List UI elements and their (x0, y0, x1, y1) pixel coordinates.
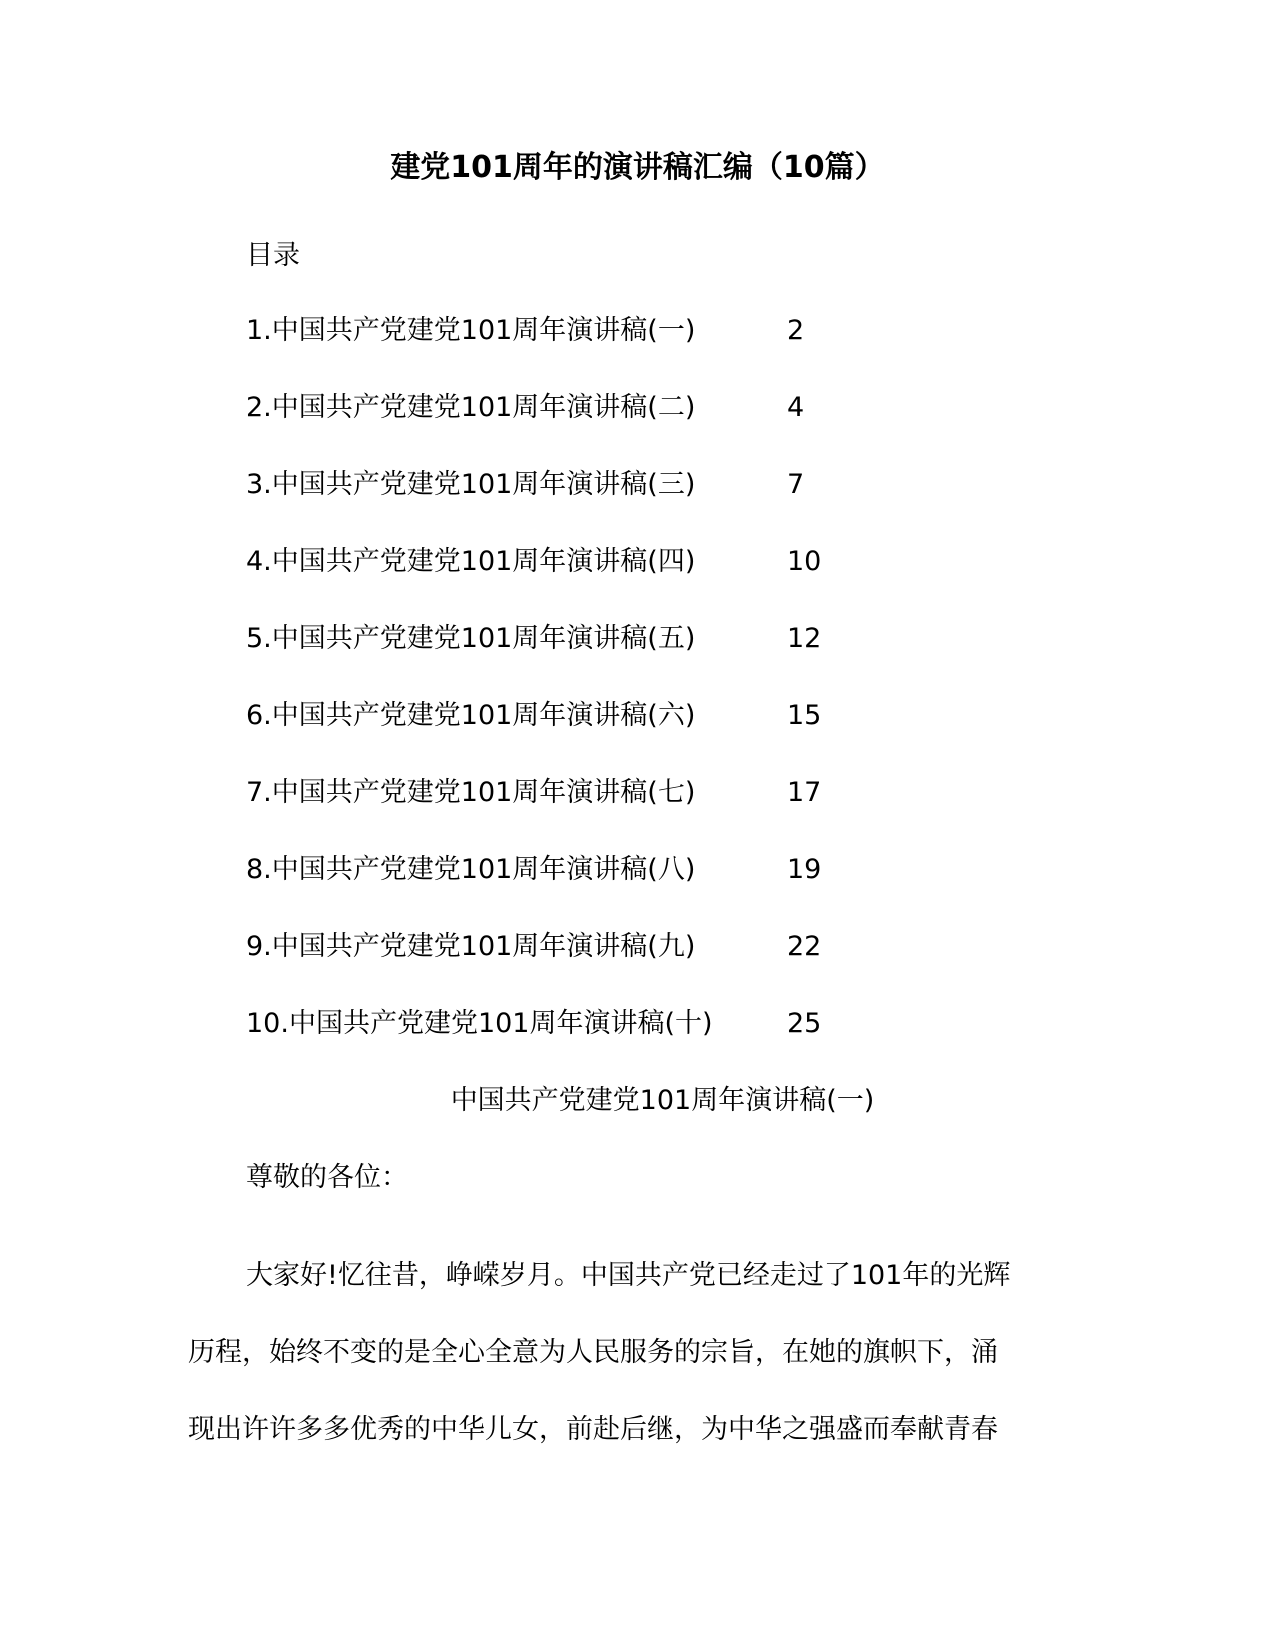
toc-entry-label: 7.中国共产党建党101周年演讲稿(七) (246, 777, 696, 808)
body-line: 现出许许多多优秀的中华儿女，前赴后继，为中华之强盛而奉献青春 (188, 1414, 998, 1445)
toc-entry-label: 6.中国共产党建党101周年演讲稿(六) (246, 700, 696, 731)
section-title: 中国共产党建党101周年演讲稿(一) (450, 1085, 875, 1116)
toc-entry[interactable] (246, 313, 886, 390)
toc-entry-page: 19 (787, 854, 822, 885)
toc-entry-label: 3.中国共产党建党101周年演讲稿(三) (246, 469, 696, 500)
toc-entry[interactable] (246, 775, 886, 852)
toc-entry[interactable] (246, 1006, 886, 1083)
table-of-contents (246, 313, 886, 1083)
body-paragraph (188, 1237, 1088, 1468)
toc-entry-page: 2 (787, 315, 805, 346)
toc-entry-page: 4 (787, 392, 805, 423)
toc-entry-page: 22 (787, 931, 822, 962)
toc-entry-page: 12 (787, 623, 822, 654)
document-title: 建党101周年的演讲稿汇编（10篇） (390, 150, 885, 185)
toc-entry-page: 17 (787, 777, 822, 808)
body-line: 历程，始终不变的是全心全意为人民服务的宗旨，在她的旗帜下，涌 (188, 1337, 998, 1368)
body-line: 大家好!忆往昔，峥嵘岁月。中国共产党已经走过了101年的光辉 (246, 1260, 1011, 1291)
toc-entry-label: 1.中国共产党建党101周年演讲稿(一) (246, 315, 696, 346)
toc-entry-label: 8.中国共产党建党101周年演讲稿(八) (246, 854, 696, 885)
toc-entry-label: 9.中国共产党建党101周年演讲稿(九) (246, 931, 696, 962)
toc-entry-label: 4.中国共产党建党101周年演讲稿(四) (246, 546, 696, 577)
toc-entry[interactable] (246, 698, 886, 775)
toc-entry[interactable] (246, 929, 886, 1006)
toc-entry[interactable] (246, 390, 886, 467)
toc-entry-page: 25 (787, 1008, 822, 1039)
toc-entry-page: 15 (787, 700, 822, 731)
toc-entry-label: 2.中国共产党建党101周年演讲稿(二) (246, 392, 696, 423)
toc-entry-label: 10.中国共产党建党101周年演讲稿(十) (246, 1008, 713, 1039)
toc-heading: 目录 (246, 240, 300, 271)
toc-entry[interactable] (246, 544, 886, 621)
toc-entry-label: 5.中国共产党建党101周年演讲稿(五) (246, 623, 696, 654)
toc-entry[interactable] (246, 621, 886, 698)
toc-entry-page: 10 (787, 546, 822, 577)
greeting: 尊敬的各位： (246, 1162, 408, 1193)
toc-entry[interactable] (246, 467, 886, 544)
toc-entry[interactable] (246, 852, 886, 929)
toc-entry-page: 7 (787, 469, 805, 500)
